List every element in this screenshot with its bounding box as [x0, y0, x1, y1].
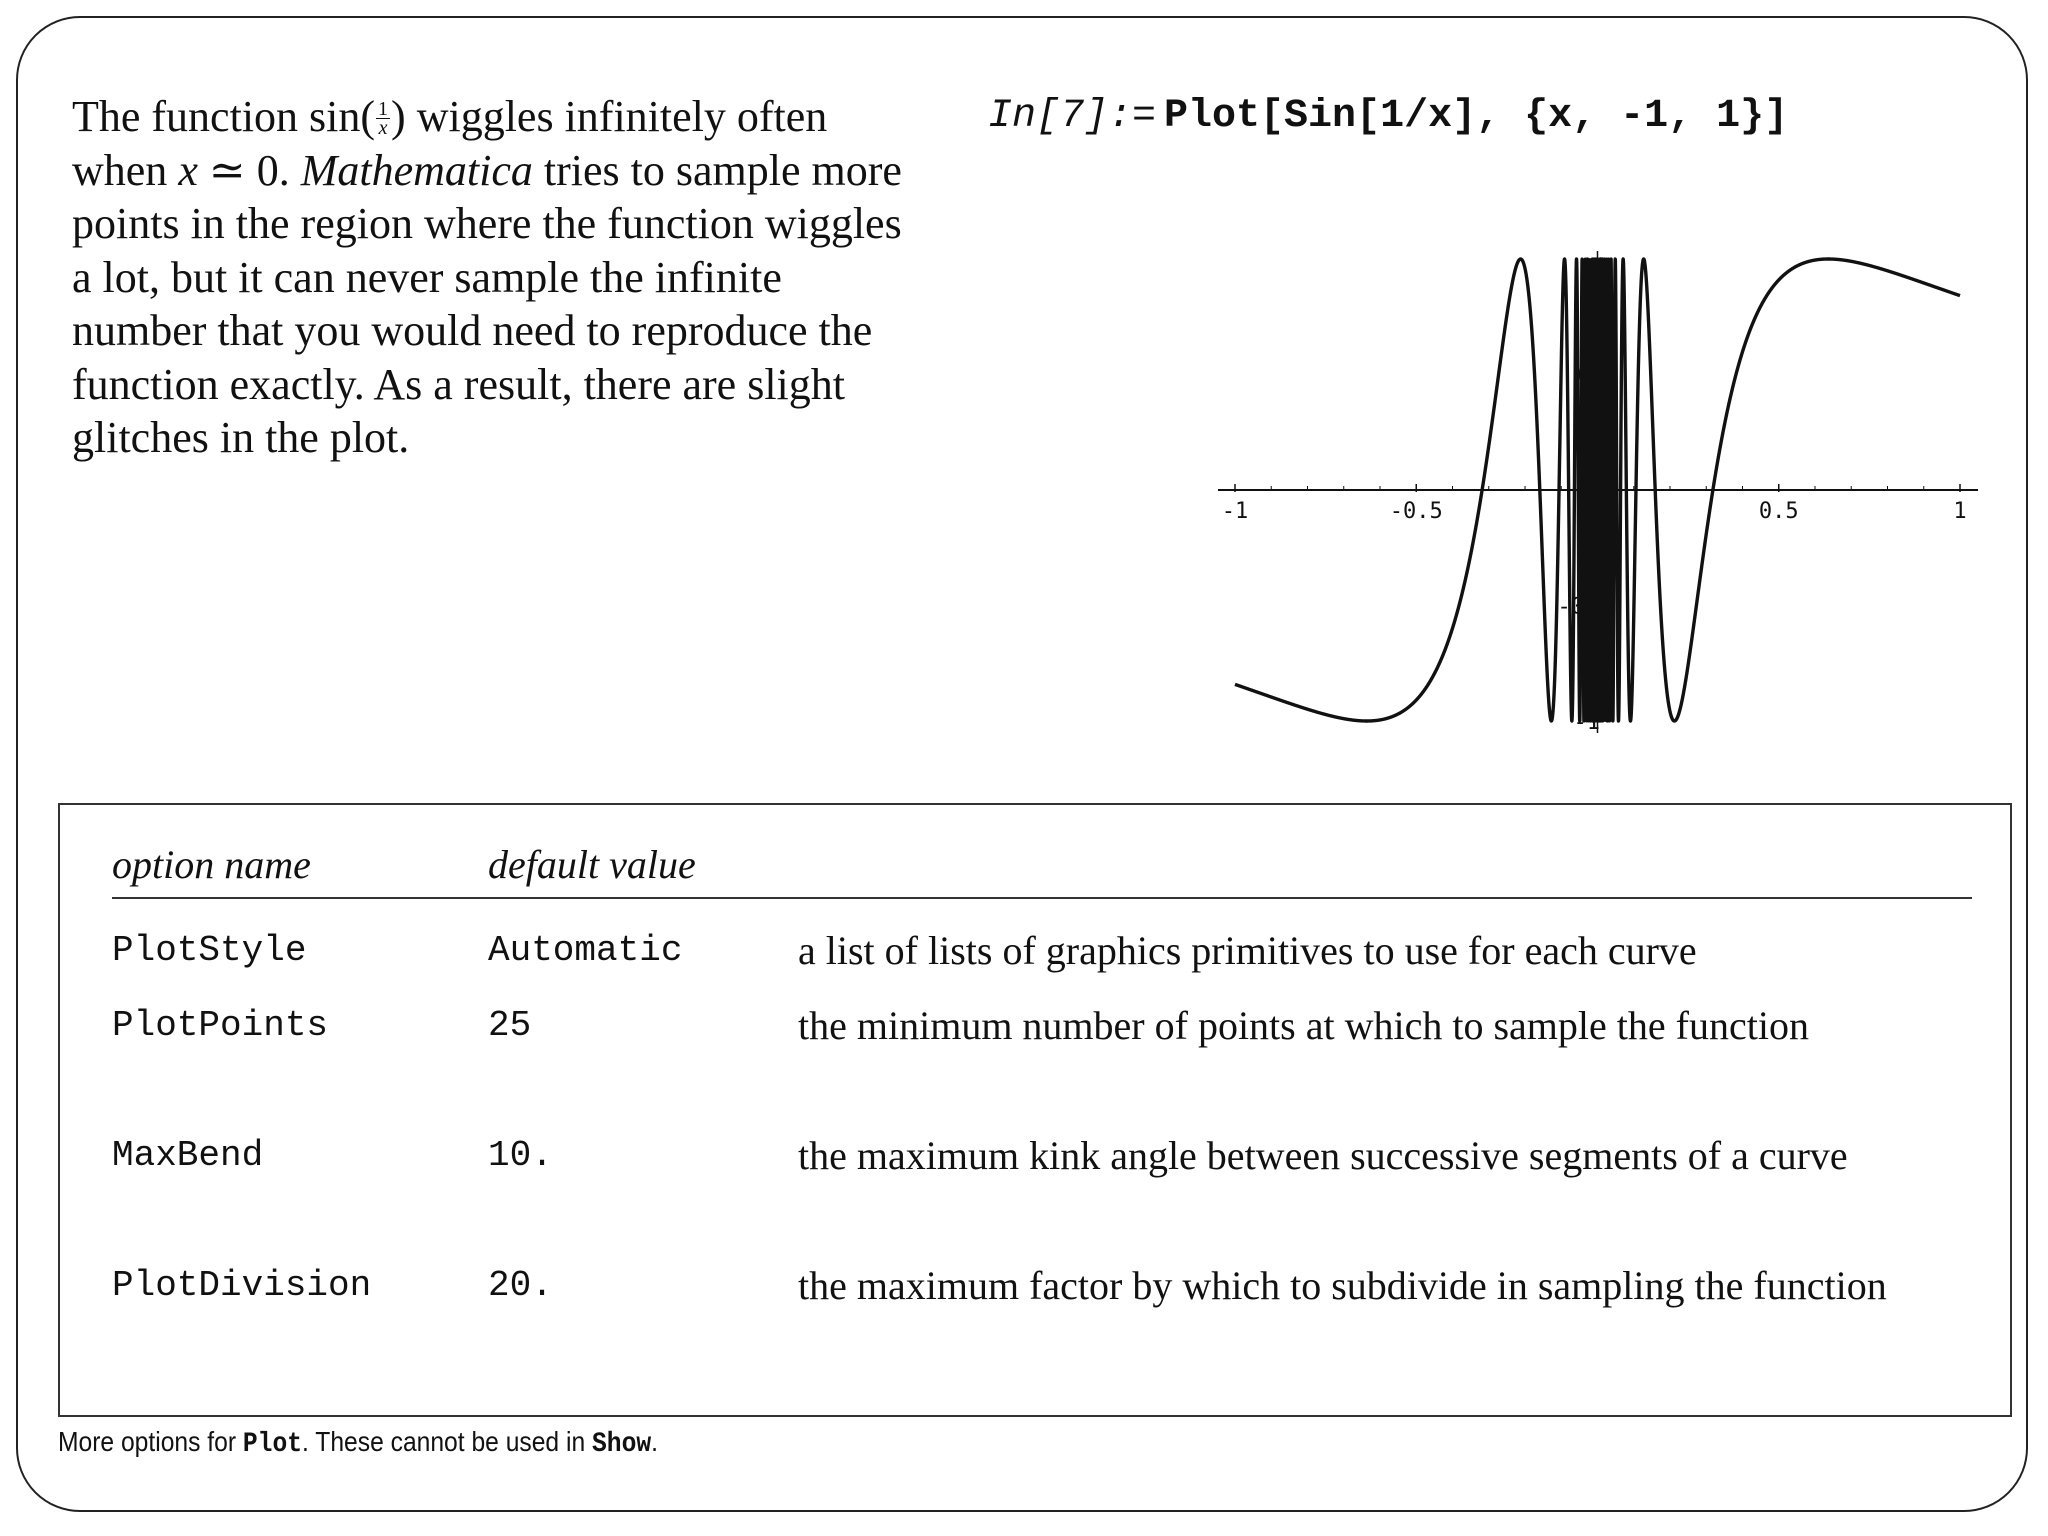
- header-default-value: default value: [488, 842, 696, 887]
- input-code: Plot[Sin[1/x], {x, -1, 1}]: [1164, 94, 1789, 139]
- fraction-numerator: 1: [378, 98, 389, 121]
- caption-text-1: More options for: [58, 1426, 243, 1457]
- caption-code-plot: Plot: [242, 1429, 303, 1460]
- y-tick-label: -1: [1573, 710, 1600, 735]
- intro-text-2: ) wiggles infinitely often when: [72, 92, 828, 195]
- row-name-plotpoints: PlotPoints: [112, 1005, 329, 1046]
- caption-text-2: . These cannot be used in: [302, 1426, 593, 1457]
- row-default-plotpoints: 25: [488, 1005, 532, 1046]
- header-option-name: option name: [112, 842, 311, 887]
- row-default-maxbend: 10.: [488, 1135, 553, 1176]
- header-rule: [112, 897, 1972, 899]
- row-name-maxbend: MaxBend: [112, 1135, 264, 1176]
- row-default-plotstyle: Automatic: [488, 930, 683, 971]
- figure-caption: [58, 1426, 658, 1460]
- options-table: [58, 803, 2012, 1417]
- fraction-denominator: x: [378, 117, 388, 140]
- input-cell: [988, 94, 1788, 139]
- intro-var-x: x: [178, 145, 198, 195]
- slide-frame: [16, 16, 2028, 1512]
- y-tick-label: -0: [1557, 594, 1584, 620]
- row-name-plotdivision: PlotDivision: [112, 1265, 372, 1306]
- x-tick-label: -0.5: [1389, 499, 1443, 524]
- x-tick-label: -1: [1221, 499, 1249, 524]
- row-desc-plotpoints: the minimum number of points at which to sample the function: [798, 1003, 1809, 1048]
- fraction-one-over-x: [376, 98, 390, 140]
- row-desc-plotstyle: a list of lists of graphics primitives to use for each curve: [798, 928, 1697, 973]
- row-default-plotdivision: 20.: [488, 1265, 553, 1306]
- sin-1-over-x-plot: [1208, 243, 1988, 753]
- caption-code-show: Show: [592, 1429, 652, 1460]
- intro-paragraph: [72, 90, 922, 465]
- intro-mathematica: Mathematica: [300, 145, 533, 195]
- intro-text-4: ≃ 0.: [197, 145, 301, 195]
- row-desc-plotdivision: the maximum factor by which to subdivide in sampling the function: [798, 1263, 1887, 1308]
- y-tick-label: 0: [1577, 363, 1591, 389]
- intro-text-6: tries to sample more points in the region where the function wiggles a lot, but it can never sample the infinite number that you would need to reproduce the function exactly. As a result, there are slight glitches in the plot.: [72, 145, 902, 462]
- input-prompt: In[7]:=: [988, 94, 1157, 139]
- row-name-plotstyle: PlotStyle: [112, 930, 307, 971]
- x-tick-label: 1: [1953, 499, 1967, 524]
- x-tick-label: 0.5: [1758, 499, 1799, 524]
- row-desc-maxbend: the maximum kink angle between successive segments of a curve: [798, 1133, 1848, 1178]
- intro-text-1: The function sin(: [72, 92, 376, 141]
- caption-text-3: .: [651, 1426, 659, 1457]
